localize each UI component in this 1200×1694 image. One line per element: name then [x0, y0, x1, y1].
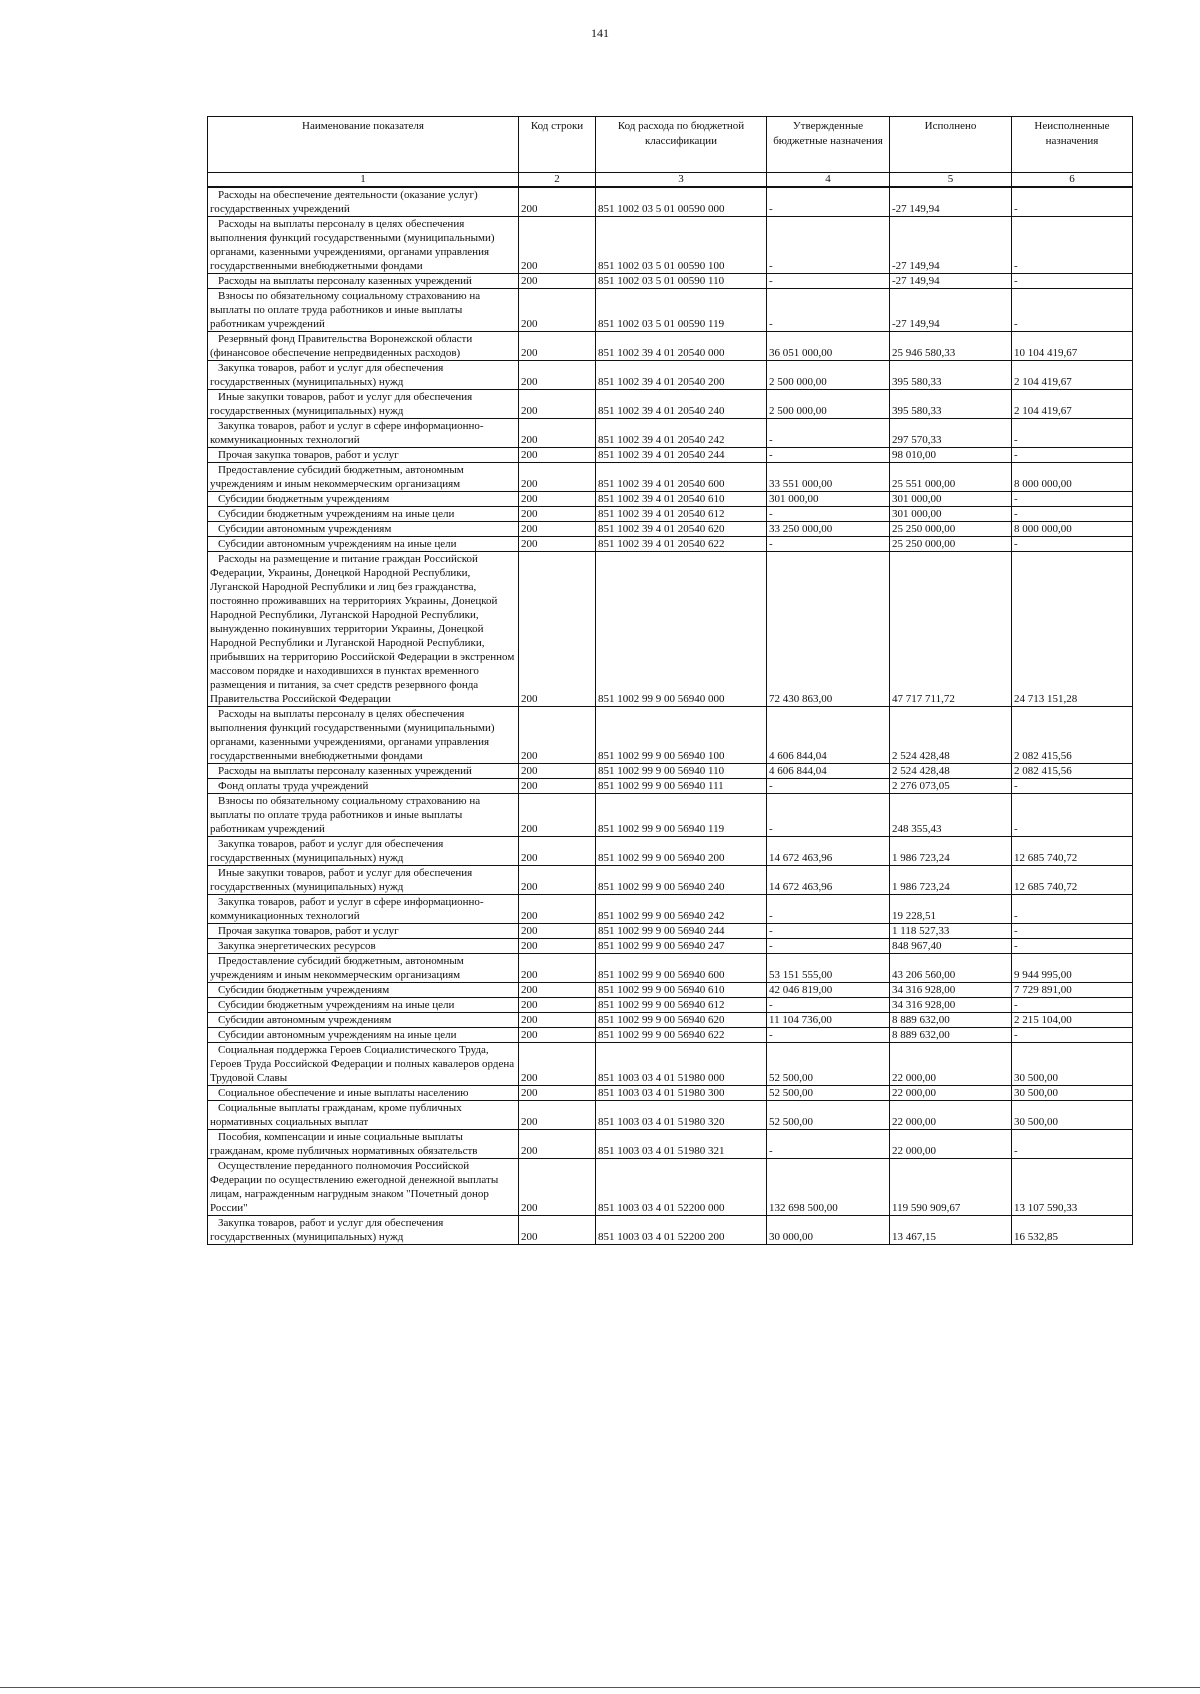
row-approved-cell: 2 500 000,00 [767, 390, 890, 419]
row-unexecuted-cell: - [1012, 939, 1133, 954]
row-kbk-cell: 851 1003 03 4 01 52200 200 [596, 1216, 767, 1245]
row-approved-cell: 33 250 000,00 [767, 522, 890, 537]
row-unexecuted-cell: - [1012, 217, 1133, 274]
row-name-cell: Прочая закупка товаров, работ и услуг [208, 448, 519, 463]
row-code-cell: 200 [519, 390, 596, 419]
table-row [208, 866, 1133, 895]
row-executed-cell: -27 149,94 [890, 274, 1012, 289]
row-name-cell: Взносы по обязательному социальному страхованию на выплаты по оплате труда работников и иные выплаты работникам учреждений [208, 794, 519, 837]
row-approved-cell: - [767, 507, 890, 522]
row-code-cell: 200 [519, 1013, 596, 1028]
row-executed-cell: 2 524 428,48 [890, 764, 1012, 779]
row-name-cell: Пособия, компенсации и иные социальные выплаты гражданам, кроме публичных нормативных обязательств [208, 1130, 519, 1159]
row-name-cell: Социальные выплаты гражданам, кроме публичных нормативных социальных выплат [208, 1101, 519, 1130]
row-approved-cell: 301 000,00 [767, 492, 890, 507]
row-kbk-cell: 851 1002 99 9 00 56940 247 [596, 939, 767, 954]
row-unexecuted-cell: 7 729 891,00 [1012, 983, 1133, 998]
row-kbk-cell: 851 1002 39 4 01 20540 000 [596, 332, 767, 361]
table-row [208, 274, 1133, 289]
row-code-cell: 200 [519, 463, 596, 492]
row-approved-cell: 53 151 555,00 [767, 954, 890, 983]
row-kbk-cell: 851 1002 99 9 00 56940 119 [596, 794, 767, 837]
table-header-row [208, 117, 1133, 173]
row-kbk-cell: 851 1002 99 9 00 56940 110 [596, 764, 767, 779]
row-kbk-cell: 851 1002 99 9 00 56940 612 [596, 998, 767, 1013]
row-approved-cell: - [767, 448, 890, 463]
row-name-cell: Закупка товаров, работ и услуг для обеспечения государственных (муниципальных) нужд [208, 837, 519, 866]
row-unexecuted-cell: - [1012, 794, 1133, 837]
row-executed-cell: 2 524 428,48 [890, 707, 1012, 764]
row-name-cell: Расходы на обеспечение деятельности (оказание услуг) государственных учреждений [208, 187, 519, 217]
row-name-cell: Предоставление субсидий бюджетным, автономным учреждениям и иным некоммерческим организациям [208, 463, 519, 492]
row-executed-cell: 47 717 711,72 [890, 552, 1012, 707]
row-approved-cell: - [767, 419, 890, 448]
row-approved-cell: - [767, 998, 890, 1013]
row-executed-cell: 25 946 580,33 [890, 332, 1012, 361]
row-name-cell: Иные закупки товаров, работ и услуг для обеспечения государственных (муниципальных) нужд [208, 390, 519, 419]
row-name-cell: Закупка товаров, работ и услуг для обеспечения государственных (муниципальных) нужд [208, 1216, 519, 1245]
row-kbk-cell: 851 1002 99 9 00 56940 242 [596, 895, 767, 924]
row-executed-cell: 34 316 928,00 [890, 983, 1012, 998]
row-executed-cell: -27 149,94 [890, 289, 1012, 332]
table-row [208, 895, 1133, 924]
row-approved-cell: 4 606 844,04 [767, 707, 890, 764]
table-row [208, 522, 1133, 537]
table-row [208, 707, 1133, 764]
row-name-cell: Закупка энергетических ресурсов [208, 939, 519, 954]
table-row [208, 537, 1133, 552]
table-row [208, 1086, 1133, 1101]
row-unexecuted-cell: 16 532,85 [1012, 1216, 1133, 1245]
row-code-cell: 200 [519, 187, 596, 217]
row-kbk-cell: 851 1002 39 4 01 20540 622 [596, 537, 767, 552]
column-number: 6 [1012, 173, 1133, 188]
table-row [208, 332, 1133, 361]
row-unexecuted-cell: 2 215 104,00 [1012, 1013, 1133, 1028]
row-approved-cell: - [767, 187, 890, 217]
table-row [208, 1216, 1133, 1245]
table-row [208, 217, 1133, 274]
row-code-cell: 200 [519, 794, 596, 837]
row-kbk-cell: 851 1002 99 9 00 56940 244 [596, 924, 767, 939]
row-code-cell: 200 [519, 866, 596, 895]
row-name-cell: Осуществление переданного полномочия Российской Федерации по осуществлению ежегодной денежной выплаты лицам, награжденным нагрудным знаком "Почетный донор России" [208, 1159, 519, 1216]
row-name-cell: Фонд оплаты труда учреждений [208, 779, 519, 794]
row-name-cell: Расходы на выплаты персоналу казенных учреждений [208, 764, 519, 779]
row-name-cell: Субсидии автономным учреждениям на иные цели [208, 1028, 519, 1043]
table-row [208, 983, 1133, 998]
table-row [208, 552, 1133, 707]
row-code-cell: 200 [519, 522, 596, 537]
row-code-cell: 200 [519, 924, 596, 939]
row-unexecuted-cell: 30 500,00 [1012, 1101, 1133, 1130]
row-kbk-cell: 851 1002 99 9 00 56940 600 [596, 954, 767, 983]
table-body [208, 187, 1133, 1245]
row-name-cell: Прочая закупка товаров, работ и услуг [208, 924, 519, 939]
row-code-cell: 200 [519, 895, 596, 924]
row-unexecuted-cell: 12 685 740,72 [1012, 866, 1133, 895]
budget-execution-table [207, 116, 1133, 1245]
row-name-cell: Социальное обеспечение и иные выплаты населению [208, 1086, 519, 1101]
row-approved-cell: - [767, 537, 890, 552]
row-unexecuted-cell: - [1012, 537, 1133, 552]
column-number: 3 [596, 173, 767, 188]
header-budget-code: Код расхода по бюджетной классификации [596, 117, 767, 173]
row-code-cell: 200 [519, 779, 596, 794]
row-unexecuted-cell: - [1012, 779, 1133, 794]
row-code-cell: 200 [519, 983, 596, 998]
row-approved-cell: - [767, 794, 890, 837]
row-executed-cell: 13 467,15 [890, 1216, 1012, 1245]
header-executed: Исполнено [890, 117, 1012, 173]
row-unexecuted-cell: - [1012, 1028, 1133, 1043]
row-executed-cell: 301 000,00 [890, 507, 1012, 522]
row-kbk-cell: 851 1002 39 4 01 20540 200 [596, 361, 767, 390]
row-code-cell: 200 [519, 1216, 596, 1245]
row-executed-cell: 8 889 632,00 [890, 1028, 1012, 1043]
row-code-cell: 200 [519, 837, 596, 866]
row-approved-cell: 14 672 463,96 [767, 837, 890, 866]
table-row [208, 1101, 1133, 1130]
table-row [208, 289, 1133, 332]
header-unexecuted: Неисполненные назначения [1012, 117, 1133, 173]
row-code-cell: 200 [519, 289, 596, 332]
row-name-cell: Закупка товаров, работ и услуг в сфере информационно-коммуникационных технологий [208, 895, 519, 924]
row-kbk-cell: 851 1002 39 4 01 20540 244 [596, 448, 767, 463]
row-unexecuted-cell: - [1012, 274, 1133, 289]
row-unexecuted-cell: - [1012, 419, 1133, 448]
row-kbk-cell: 851 1003 03 4 01 52200 000 [596, 1159, 767, 1216]
row-code-cell: 200 [519, 1028, 596, 1043]
page-number: 141 [591, 26, 609, 40]
row-approved-cell: - [767, 939, 890, 954]
row-unexecuted-cell: 13 107 590,33 [1012, 1159, 1133, 1216]
row-executed-cell: 848 967,40 [890, 939, 1012, 954]
row-code-cell: 200 [519, 954, 596, 983]
page-bottom-divider [0, 1687, 1200, 1688]
row-unexecuted-cell: - [1012, 1130, 1133, 1159]
row-executed-cell: 22 000,00 [890, 1086, 1012, 1101]
row-executed-cell: 2 276 073,05 [890, 779, 1012, 794]
header-indicator-name: Наименование показателя [208, 117, 519, 173]
row-kbk-cell: 851 1002 99 9 00 56940 240 [596, 866, 767, 895]
row-executed-cell: 19 228,51 [890, 895, 1012, 924]
row-approved-cell: 33 551 000,00 [767, 463, 890, 492]
row-approved-cell: 14 672 463,96 [767, 866, 890, 895]
row-kbk-cell: 851 1003 03 4 01 51980 000 [596, 1043, 767, 1086]
table-row [208, 1043, 1133, 1086]
row-executed-cell: 248 355,43 [890, 794, 1012, 837]
row-approved-cell: 132 698 500,00 [767, 1159, 890, 1216]
row-code-cell: 200 [519, 507, 596, 522]
row-approved-cell: - [767, 1130, 890, 1159]
row-unexecuted-cell: 8 000 000,00 [1012, 463, 1133, 492]
row-kbk-cell: 851 1002 99 9 00 56940 200 [596, 837, 767, 866]
row-kbk-cell: 851 1003 03 4 01 51980 300 [596, 1086, 767, 1101]
row-name-cell: Расходы на выплаты персоналу в целях обеспечения выполнения функций государственными (муниципальными) органами, казенными учреждениями, органами управления государственными внебюджетными фондами [208, 707, 519, 764]
row-approved-cell: 72 430 863,00 [767, 552, 890, 707]
row-name-cell: Взносы по обязательному социальному страхованию на выплаты по оплате труда работников и иные выплаты работникам учреждений [208, 289, 519, 332]
row-name-cell: Иные закупки товаров, работ и услуг для обеспечения государственных (муниципальных) нужд [208, 866, 519, 895]
row-executed-cell: 98 010,00 [890, 448, 1012, 463]
column-number: 5 [890, 173, 1012, 188]
row-approved-cell: 42 046 819,00 [767, 983, 890, 998]
row-executed-cell: -27 149,94 [890, 217, 1012, 274]
table-row [208, 998, 1133, 1013]
row-kbk-cell: 851 1002 03 5 01 00590 100 [596, 217, 767, 274]
row-kbk-cell: 851 1002 03 5 01 00590 119 [596, 289, 767, 332]
row-kbk-cell: 851 1002 39 4 01 20540 242 [596, 419, 767, 448]
column-number: 1 [208, 173, 519, 188]
column-number: 2 [519, 173, 596, 188]
row-approved-cell: - [767, 924, 890, 939]
row-executed-cell: 22 000,00 [890, 1130, 1012, 1159]
table-row [208, 361, 1133, 390]
table-row [208, 924, 1133, 939]
row-name-cell: Закупка товаров, работ и услуг для обеспечения государственных (муниципальных) нужд [208, 361, 519, 390]
row-name-cell: Субсидии бюджетным учреждениям [208, 983, 519, 998]
row-code-cell: 200 [519, 361, 596, 390]
table-row [208, 837, 1133, 866]
row-name-cell: Расходы на размещение и питание граждан Российской Федерации, Украины, Донецкой Народной Республики, Луганской Народной Республики и лиц без гражданства, постоянно проживавших на территориях Украины, Донецкой Народной Республики, Луганской Народной Республики, вынужденно покинувших территории Украины, Донецкой Народной Республики и Луганской Народной Республики, прибывших на территорию Российской Федерации в экстренном массовом порядке и находившихся в пунктах временного размещения и питания, за счет средств резервного фонда Правительства Российской Федерации [208, 552, 519, 707]
row-unexecuted-cell: - [1012, 924, 1133, 939]
table-row [208, 1028, 1133, 1043]
table-row [208, 492, 1133, 507]
column-number: 4 [767, 173, 890, 188]
table-row [208, 390, 1133, 419]
row-kbk-cell: 851 1002 39 4 01 20540 620 [596, 522, 767, 537]
row-executed-cell: 1 118 527,33 [890, 924, 1012, 939]
row-approved-cell: - [767, 217, 890, 274]
row-approved-cell: 52 500,00 [767, 1043, 890, 1086]
column-number-row [208, 173, 1133, 188]
row-executed-cell: 25 250 000,00 [890, 522, 1012, 537]
row-executed-cell: 297 570,33 [890, 419, 1012, 448]
row-approved-cell: - [767, 895, 890, 924]
row-kbk-cell: 851 1002 03 5 01 00590 110 [596, 274, 767, 289]
row-unexecuted-cell: 9 944 995,00 [1012, 954, 1133, 983]
row-name-cell: Социальная поддержка Героев Социалистического Труда, Героев Труда Российской Федерации и полных кавалеров ордена Трудовой Славы [208, 1043, 519, 1086]
row-approved-cell: 52 500,00 [767, 1086, 890, 1101]
table-row [208, 187, 1133, 217]
row-code-cell: 200 [519, 939, 596, 954]
row-executed-cell: 22 000,00 [890, 1101, 1012, 1130]
row-executed-cell: 34 316 928,00 [890, 998, 1012, 1013]
table-row [208, 1130, 1133, 1159]
row-unexecuted-cell: 10 104 419,67 [1012, 332, 1133, 361]
row-kbk-cell: 851 1002 39 4 01 20540 600 [596, 463, 767, 492]
table-row [208, 1013, 1133, 1028]
row-unexecuted-cell: 30 500,00 [1012, 1043, 1133, 1086]
table-row [208, 939, 1133, 954]
row-executed-cell: 22 000,00 [890, 1043, 1012, 1086]
row-unexecuted-cell: 2 082 415,56 [1012, 764, 1133, 779]
row-approved-cell: 36 051 000,00 [767, 332, 890, 361]
row-approved-cell: - [767, 274, 890, 289]
row-approved-cell: 52 500,00 [767, 1101, 890, 1130]
row-unexecuted-cell: - [1012, 492, 1133, 507]
row-approved-cell: 30 000,00 [767, 1216, 890, 1245]
row-code-cell: 200 [519, 217, 596, 274]
row-unexecuted-cell: 2 082 415,56 [1012, 707, 1133, 764]
row-unexecuted-cell: 30 500,00 [1012, 1086, 1133, 1101]
row-executed-cell: 25 250 000,00 [890, 537, 1012, 552]
row-executed-cell: 395 580,33 [890, 361, 1012, 390]
row-executed-cell: 25 551 000,00 [890, 463, 1012, 492]
row-unexecuted-cell: - [1012, 187, 1133, 217]
row-unexecuted-cell: - [1012, 448, 1133, 463]
row-kbk-cell: 851 1002 99 9 00 56940 610 [596, 983, 767, 998]
table-row [208, 764, 1133, 779]
row-approved-cell: 11 104 736,00 [767, 1013, 890, 1028]
row-code-cell: 200 [519, 998, 596, 1013]
row-unexecuted-cell: - [1012, 289, 1133, 332]
row-executed-cell: 1 986 723,24 [890, 837, 1012, 866]
table-row [208, 419, 1133, 448]
row-code-cell: 200 [519, 1130, 596, 1159]
row-approved-cell: 2 500 000,00 [767, 361, 890, 390]
table-row [208, 1159, 1133, 1216]
row-kbk-cell: 851 1003 03 4 01 51980 320 [596, 1101, 767, 1130]
row-name-cell: Субсидии автономным учреждениям [208, 1013, 519, 1028]
row-code-cell: 200 [519, 492, 596, 507]
row-name-cell: Резервный фонд Правительства Воронежской области (финансовое обеспечение непредвиденных расходов) [208, 332, 519, 361]
row-approved-cell: - [767, 289, 890, 332]
row-code-cell: 200 [519, 332, 596, 361]
row-kbk-cell: 851 1002 39 4 01 20540 610 [596, 492, 767, 507]
row-kbk-cell: 851 1002 99 9 00 56940 000 [596, 552, 767, 707]
table-row [208, 448, 1133, 463]
row-unexecuted-cell: - [1012, 507, 1133, 522]
row-code-cell: 200 [519, 448, 596, 463]
row-executed-cell: -27 149,94 [890, 187, 1012, 217]
row-name-cell: Расходы на выплаты персоналу в целях обеспечения выполнения функций государственными (муниципальными) органами, казенными учреждениями, органами управления государственными внебюджетными фондами [208, 217, 519, 274]
row-unexecuted-cell: - [1012, 895, 1133, 924]
row-executed-cell: 8 889 632,00 [890, 1013, 1012, 1028]
row-unexecuted-cell: 2 104 419,67 [1012, 361, 1133, 390]
row-kbk-cell: 851 1002 39 4 01 20540 240 [596, 390, 767, 419]
row-code-cell: 200 [519, 419, 596, 448]
row-approved-cell: - [767, 1028, 890, 1043]
row-code-cell: 200 [519, 274, 596, 289]
row-approved-cell: - [767, 779, 890, 794]
row-kbk-cell: 851 1002 99 9 00 56940 620 [596, 1013, 767, 1028]
table-row [208, 954, 1133, 983]
row-kbk-cell: 851 1002 03 5 01 00590 000 [596, 187, 767, 217]
row-executed-cell: 43 206 560,00 [890, 954, 1012, 983]
row-code-cell: 200 [519, 552, 596, 707]
row-approved-cell: 4 606 844,04 [767, 764, 890, 779]
row-code-cell: 200 [519, 1086, 596, 1101]
row-executed-cell: 395 580,33 [890, 390, 1012, 419]
row-unexecuted-cell: 2 104 419,67 [1012, 390, 1133, 419]
table-row [208, 779, 1133, 794]
row-kbk-cell: 851 1002 99 9 00 56940 622 [596, 1028, 767, 1043]
row-code-cell: 200 [519, 1043, 596, 1086]
row-name-cell: Субсидии бюджетным учреждениям на иные цели [208, 998, 519, 1013]
row-name-cell: Расходы на выплаты персоналу казенных учреждений [208, 274, 519, 289]
header-approved: Утвержденные бюджетные назначения [767, 117, 890, 173]
row-name-cell: Субсидии автономным учреждениям на иные цели [208, 537, 519, 552]
row-code-cell: 200 [519, 537, 596, 552]
table-row [208, 794, 1133, 837]
header-line-code: Код строки [519, 117, 596, 173]
row-unexecuted-cell: - [1012, 998, 1133, 1013]
row-executed-cell: 119 590 909,67 [890, 1159, 1012, 1216]
row-name-cell: Субсидии бюджетным учреждениям [208, 492, 519, 507]
row-unexecuted-cell: 24 713 151,28 [1012, 552, 1133, 707]
row-executed-cell: 1 986 723,24 [890, 866, 1012, 895]
row-name-cell: Закупка товаров, работ и услуг в сфере информационно-коммуникационных технологий [208, 419, 519, 448]
row-kbk-cell: 851 1002 99 9 00 56940 111 [596, 779, 767, 794]
row-kbk-cell: 851 1003 03 4 01 51980 321 [596, 1130, 767, 1159]
row-kbk-cell: 851 1002 99 9 00 56940 100 [596, 707, 767, 764]
row-kbk-cell: 851 1002 39 4 01 20540 612 [596, 507, 767, 522]
row-name-cell: Предоставление субсидий бюджетным, автономным учреждениям и иным некоммерческим организациям [208, 954, 519, 983]
row-code-cell: 200 [519, 764, 596, 779]
table-row [208, 463, 1133, 492]
row-unexecuted-cell: 12 685 740,72 [1012, 837, 1133, 866]
row-name-cell: Субсидии бюджетным учреждениям на иные цели [208, 507, 519, 522]
row-name-cell: Субсидии автономным учреждениям [208, 522, 519, 537]
row-code-cell: 200 [519, 707, 596, 764]
row-code-cell: 200 [519, 1159, 596, 1216]
table-row [208, 507, 1133, 522]
row-executed-cell: 301 000,00 [890, 492, 1012, 507]
row-code-cell: 200 [519, 1101, 596, 1130]
row-unexecuted-cell: 8 000 000,00 [1012, 522, 1133, 537]
